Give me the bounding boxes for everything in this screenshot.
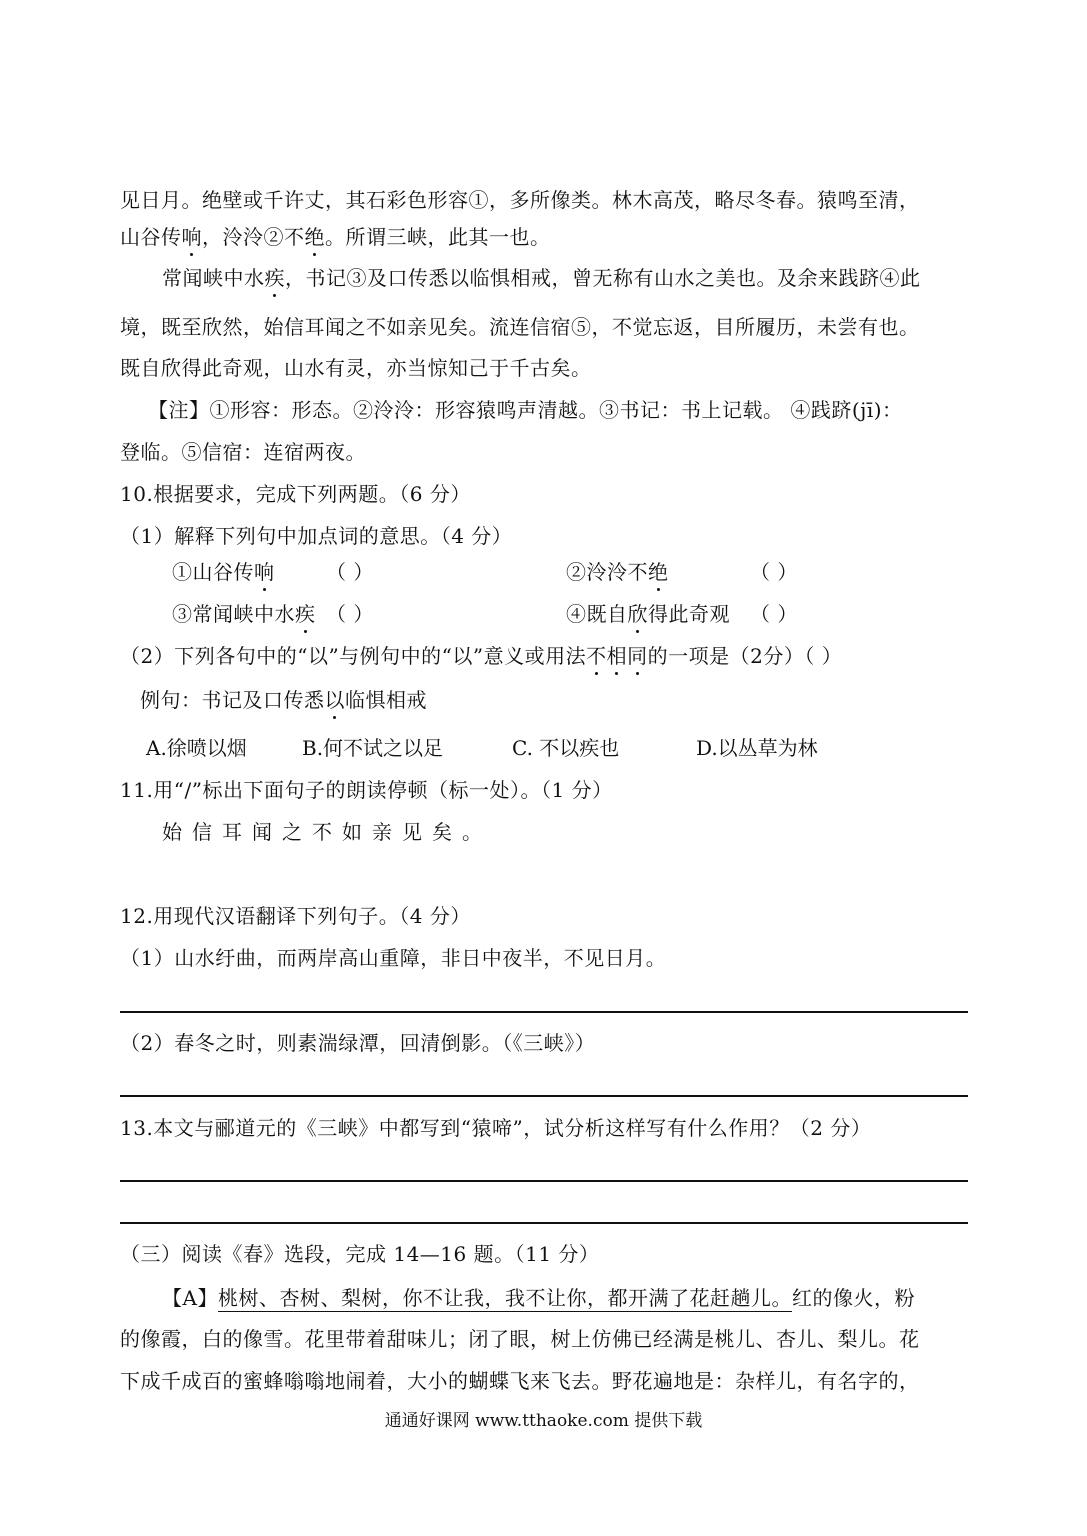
answer-paren-2[interactable]: （ ） [750, 560, 798, 584]
dotted-word: 响 [254, 560, 275, 584]
paragraph-label: 【A】 [162, 1286, 218, 1310]
section3-line-3: 下成千成百的蜜蜂嗡嗡地闹着，大小的蝴蝶飞来飞去。野花遍地是：杂样儿，有名字的， [120, 1369, 920, 1393]
section3-line-2: 的像霞，白的像雪。花里带着甜味儿；闭了眼，树上仿佛已经满是桃儿、杏儿、梨儿。花 [120, 1327, 920, 1351]
dotted-word: 绝 [648, 560, 669, 584]
section3-line-1 [162, 1286, 915, 1310]
q13-title: 13.本文与郦道元的《三峡》中都写到“猿啼”，试分析这样写有什么作用？（2 分） [120, 1116, 872, 1140]
dotted-word: 疾 [264, 266, 285, 290]
text-segment: 既自 [120, 356, 161, 380]
section3-title: （三）阅读《春》选段，完成 14—16 题。（11 分） [120, 1242, 600, 1266]
answer-line[interactable] [120, 1222, 968, 1224]
q10-item-3 [172, 602, 316, 626]
answer-line[interactable] [120, 1180, 968, 1182]
q12-sentence-2: （2）春冬之时，则素湍绿潭，回清倒影。（《三峡》） [120, 1031, 596, 1055]
text-segment: （2）下列各句中的“以”与例句中的“以”意义或用法 [120, 644, 587, 668]
item-text: 得此奇观 [648, 602, 730, 626]
dotted-word: 响 [181, 225, 202, 249]
text-segment: 。所谓三峡，此其一也。 [325, 225, 551, 249]
option-c[interactable]: C. 不以疾也 [512, 736, 620, 760]
item-text: ①山谷传 [172, 560, 254, 584]
q12-title: 12.用现代汉语翻译下列句子。（4 分） [120, 904, 471, 928]
text-segment: 欣 [161, 356, 182, 380]
q11-title: 11.用“/”标出下面句子的朗读停顿（标一处）。（1 分） [120, 778, 613, 802]
text-segment: 的一项是（2分）（ ） [647, 644, 843, 668]
option-b[interactable]: B.何不试之以足 [302, 736, 444, 760]
q12-sentence-1: （1）山水纡曲，而两岸高山重障，非日中夜半，不见日月。 [120, 946, 667, 970]
q10-item-4 [566, 602, 730, 626]
item-text: ②泠泠不 [566, 560, 648, 584]
q10-sub1: （1）解释下列句中加点词的意思。（4 分） [120, 524, 513, 548]
item-text: ④既自 [566, 602, 628, 626]
q10-item-2 [566, 560, 669, 584]
dotted-word: 欣 [627, 602, 648, 626]
text-segment: 得此奇观，山水有灵，亦当惊知己于千古矣。 [181, 356, 592, 380]
answer-paren-3[interactable]: （ ） [326, 602, 374, 626]
text-segment: ，书记③及口传悉以临惧相戒，曾无称有山水之美也。及余来践跻④此 [285, 266, 921, 290]
q10-item-1 [172, 560, 275, 584]
passage-line-4: 境，既至欣然，始信耳闻之不如亲见矣。流连信宿⑤，不觉忘返，目所履历，未尝有也。 [120, 315, 920, 339]
passage-line-2 [120, 225, 551, 249]
passage-line-1: 见日月。绝壁或千许丈，其石彩色形容①，多所像类。林木高茂，略尽冬春。猿鸣至清， [120, 188, 920, 212]
answer-paren-1[interactable]: （ ） [326, 560, 374, 584]
dotted-word: 同 [627, 644, 648, 668]
q10-example [140, 688, 427, 712]
item-text: ③常闻峡中水 [172, 602, 295, 626]
underlined-sentence: 桃树、杏树、梨树，你不让我，我不让你，都开满了花赶趟儿。 [217, 1286, 792, 1310]
q10-sub2 [120, 644, 842, 668]
dotted-word: 以 [324, 688, 345, 712]
text-segment: ，泠泠②不 [202, 225, 305, 249]
dotted-word: 相 [606, 644, 628, 668]
page-footer: 通通好课网 www.tthaoke.com 提供下载 [384, 1411, 703, 1431]
text-segment: 临惧相戒 [345, 688, 427, 712]
text-segment: 红的像火，粉 [791, 1286, 915, 1310]
option-a[interactable]: A.徐喷以烟 [146, 736, 247, 760]
option-d[interactable]: D.以丛草为林 [696, 736, 818, 760]
dotted-word: 疾 [295, 602, 316, 626]
dotted-word: 绝 [304, 225, 325, 249]
note-line-1: 【注】①形容：形态。②泠泠：形容猿鸣声清越。③书记：书上记载。 ④践跻(jī)： [148, 398, 903, 422]
q11-sentence[interactable]: 始信耳闻之不如亲见矣。 [162, 820, 492, 844]
passage-line-3 [162, 266, 921, 290]
text-segment: 常闻峡中水 [162, 266, 265, 290]
passage-line-5 [120, 356, 592, 380]
text-segment: 山谷传 [120, 225, 182, 249]
dotted-word: 不 [586, 644, 607, 668]
answer-line[interactable] [120, 1095, 968, 1097]
answer-line[interactable] [120, 1011, 968, 1013]
q10-title: 10.根据要求，完成下列两题。（6 分） [120, 482, 471, 506]
answer-paren-4[interactable]: （ ） [750, 602, 798, 626]
text-segment: 例句：书记及口传悉 [140, 688, 325, 712]
note-line-2: 登临。⑤信宿：连宿两夜。 [120, 440, 366, 464]
